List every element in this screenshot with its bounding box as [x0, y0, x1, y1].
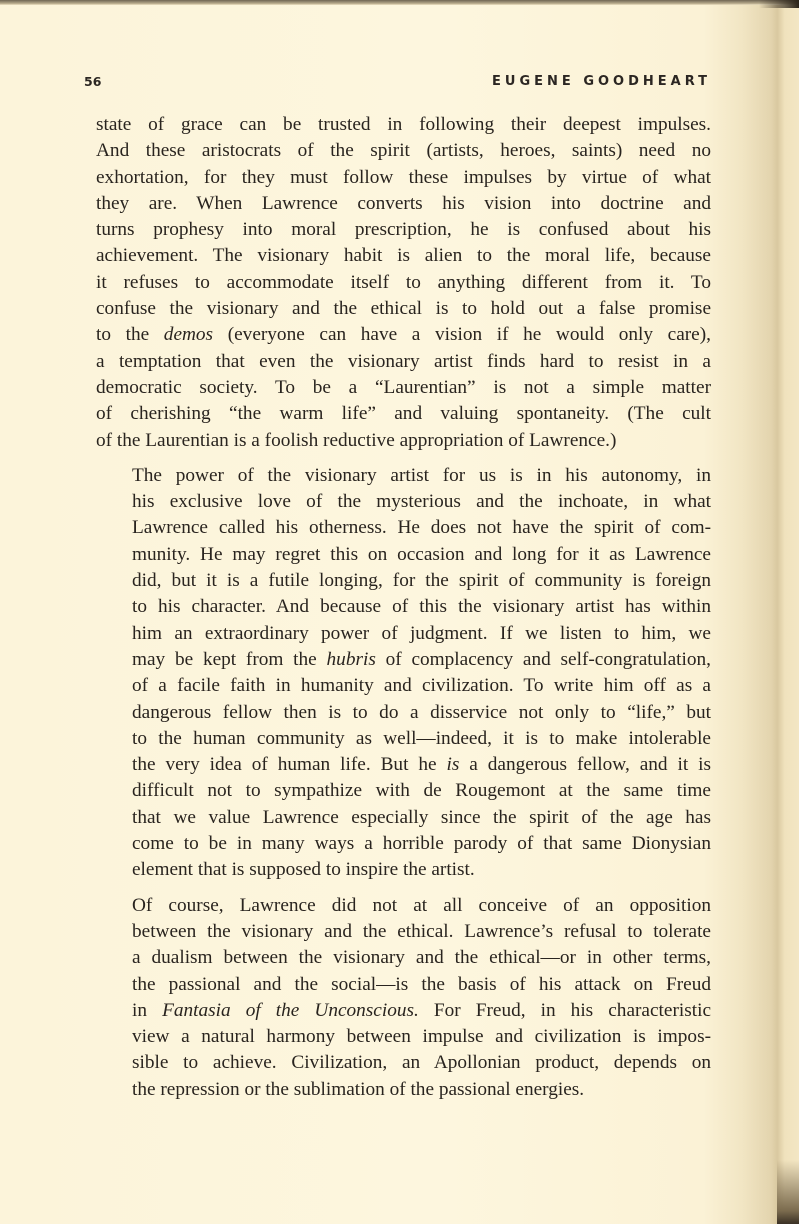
paragraph	[96, 893, 711, 1103]
italic-term: Fantasia of the Unconscious.	[162, 999, 419, 1021]
text-line: dangerous fellow then is to do a disservice not only to “life,” but	[132, 701, 711, 723]
text-line: of the Laurentian is a foolish reductive appropriation of Lawrence.)	[96, 429, 617, 451]
text-line: between the visionary and the ethical. Lawrence’s refusal to tolerate	[132, 920, 711, 942]
text-line: turns prophesy into moral prescription, he is confused about his	[96, 219, 711, 241]
text-line: Lawrence called his otherness. He does not have the spirit of com-	[132, 517, 711, 539]
page-number: 56	[84, 74, 102, 89]
italic-term: demos	[163, 324, 214, 346]
text-line: of a facile faith in humanity and civilization. To write him off as a	[132, 675, 711, 697]
book-spine-shadow	[777, 1160, 799, 1224]
text-line: element that is supposed to inspire the artist.	[132, 859, 475, 881]
text-line: that we value Lawrence especially since the spirit of the age has	[132, 806, 711, 828]
text-line: to his character. And because of this the visionary artist has within	[132, 596, 711, 618]
italic-term: hubris	[326, 648, 376, 670]
text-line: his exclusive love of the mysterious and the inchoate, in what	[132, 491, 711, 513]
text-line: achievement. The visionary habit is alien to the moral life, because	[96, 245, 711, 267]
text-line: him an extraordinary power of judgment. If we listen to him, we	[132, 622, 711, 644]
text-line: the repression or the sublimation of the passional energies.	[132, 1078, 585, 1100]
text-line: it refuses to accommodate itself to anything different from it. To	[96, 271, 711, 293]
text-line: Of course, Lawrence did not at all conceive of an opposition	[132, 894, 711, 916]
text-line: view a natural harmony between impulse and civilization is impos-	[132, 1026, 711, 1048]
text-line: a dualism between the visionary and the ethical—or in other terms,	[132, 947, 711, 969]
text-line: of cherishing “the warm life” and valuing spontaneity. (The cult	[96, 403, 711, 425]
text-line: they are. When Lawrence converts his vision into doctrine and	[96, 192, 711, 214]
running-head	[84, 74, 711, 94]
text-line: munity. He may regret this on occasion and long for it as Lawrence	[132, 543, 711, 565]
text-line: democratic society. To be a “Laurentian” is not a simple matter	[96, 376, 711, 398]
text-line: difficult not to sympathize with de Rougemont at the same time	[132, 780, 711, 802]
text-line: come to be in many ways a horrible parody of that same Dionysian	[132, 833, 711, 855]
paragraph	[96, 463, 711, 884]
text-line: may be kept from the hubris of complacency and self-congratulation,	[132, 648, 711, 670]
text-line: The power of the visionary artist for us is in his autonomy, in	[132, 464, 711, 486]
italic-term: is	[446, 754, 460, 776]
text-line: the very idea of human life. But he is a dangerous fellow, and it is	[132, 754, 711, 776]
body-text	[96, 112, 711, 1103]
text-line: state of grace can be trusted in following their deepest impulses.	[96, 114, 711, 135]
page-top-edge	[0, 0, 799, 5]
text-line: sible to achieve. Civilization, an Apollonian product, depends on	[132, 1052, 711, 1074]
text-line: in Fantasia of the Unconscious. For Freud, in his characteristic	[132, 999, 712, 1021]
running-head-author: EUGENE GOODHEART	[492, 74, 711, 89]
text-line: exhortation, for they must follow these impulses by virtue of what	[96, 166, 711, 188]
text-line: a temptation that even the visionary artist finds hard to resist in a	[96, 350, 711, 372]
text-line: did, but it is a futile longing, for the spirit of community is foreign	[132, 570, 711, 592]
text-line: to the demos (everyone can have a vision if he would only care),	[96, 324, 711, 346]
paragraph	[96, 112, 711, 454]
text-line: to the human community as well—indeed, it is to make intolerable	[132, 727, 711, 749]
text-line: And these aristocrats of the spirit (artists, heroes, saints) need no	[96, 140, 711, 162]
text-line: the passional and the social—is the basis of his attack on Freud	[132, 973, 711, 995]
text-line: confuse the visionary and the ethical is to hold out a false promise	[96, 298, 711, 320]
